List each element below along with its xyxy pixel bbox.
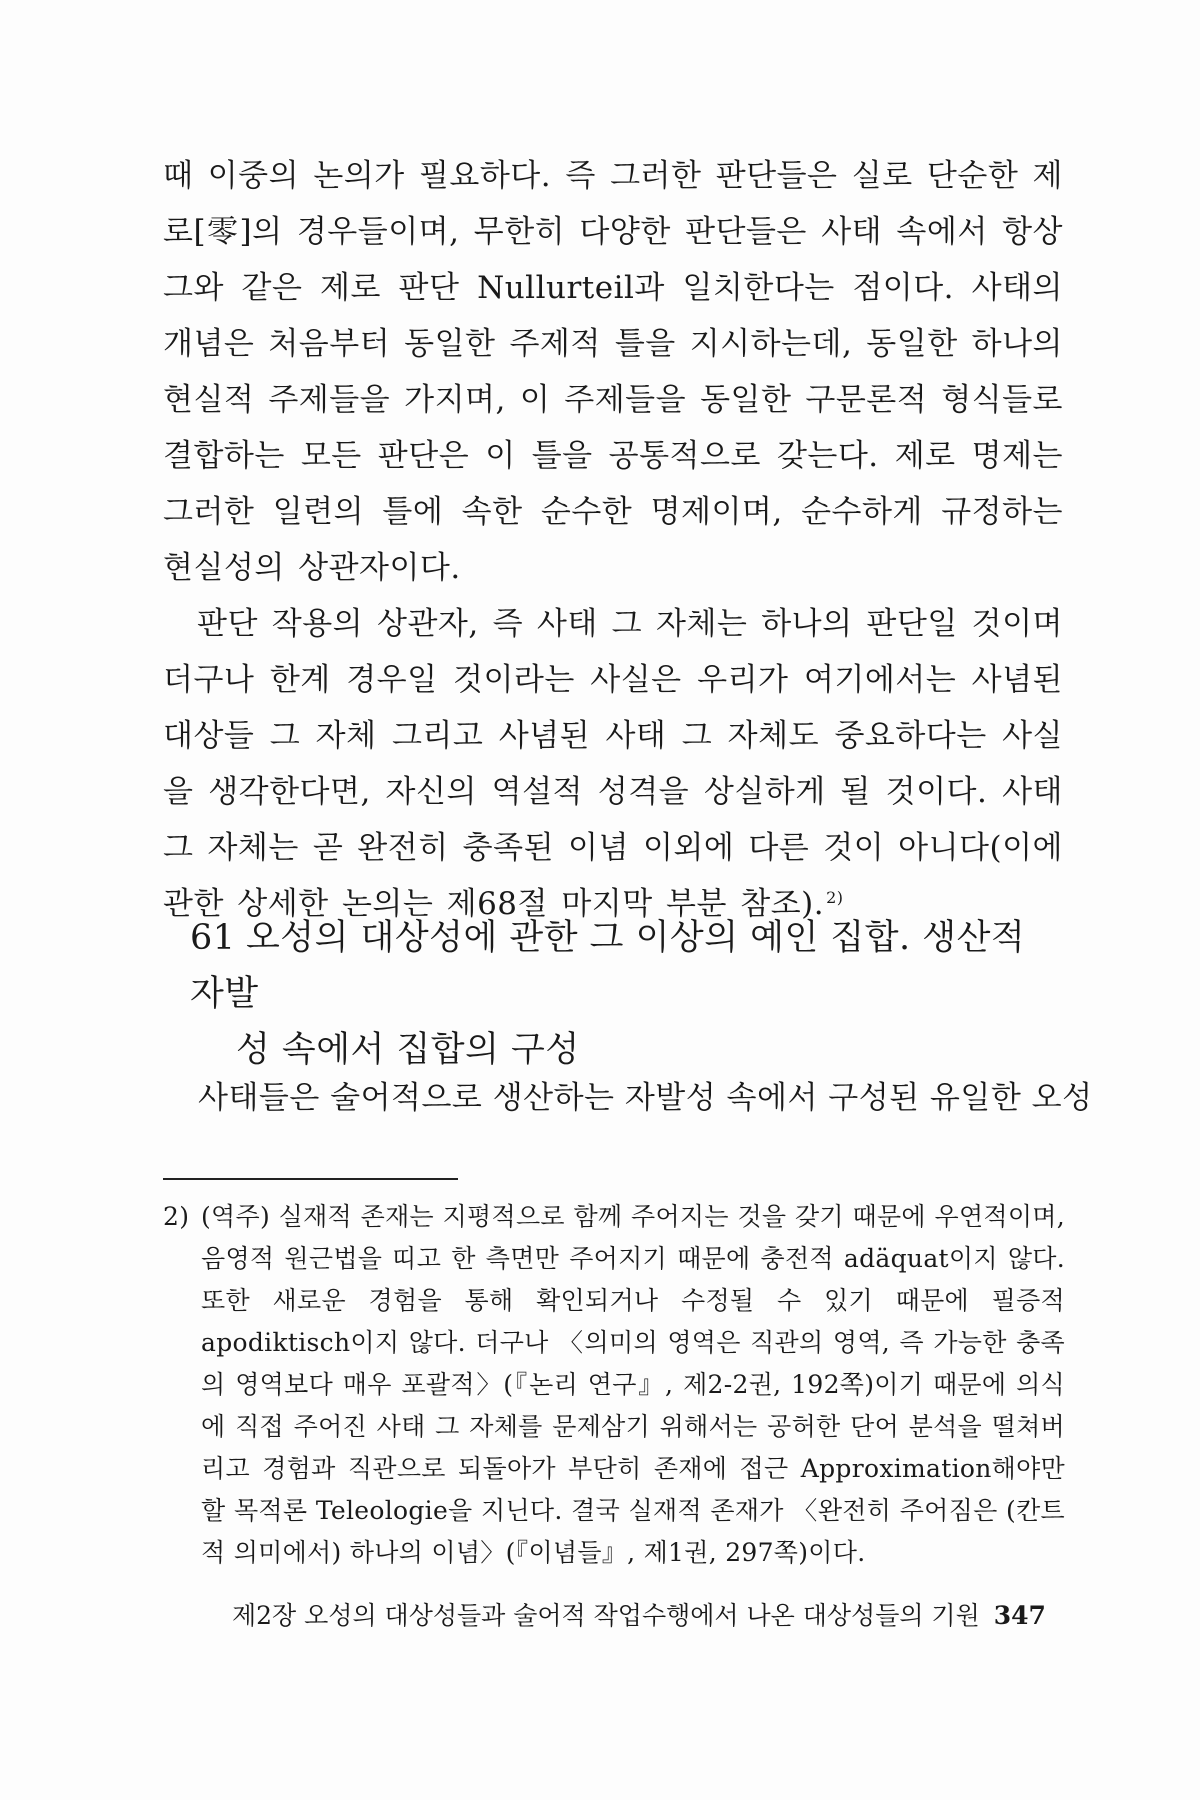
section-heading-line-1 bbox=[190, 910, 1050, 1022]
footer-chapter-title: 제2장 오성의 대상성들과 술어적 작업수행에서 나온 대상성들의 기원 bbox=[232, 1601, 980, 1630]
section-heading bbox=[190, 910, 1050, 1078]
footnote-label: 2) bbox=[163, 1202, 190, 1231]
body-text bbox=[163, 148, 1063, 932]
section-title-line-1: 오성의 대상성에 관한 그 이상의 예인 집합. 생산적 자발 bbox=[190, 918, 1026, 1014]
footnote-reference: 2) bbox=[826, 887, 844, 907]
footnote bbox=[163, 1196, 1065, 1574]
body-paragraph-1: 때 이중의 논의가 필요하다. 즉 그러한 판단들은 실로 단순한 제로[零]의 경우들이며, 무한히 다양한 판단들은 사태 속에서 항상 그와 같은 제로 판단 Nullurteil과 일치한다는 점이다. 사태의 개념은 처음부터 동일한 주제적 틀을 지시하는데, 동일한 하나의 현실적 주제들을 가지며, 이 주제들을 동일한 구문론적 형식들로 결합하는 모든 판단은 이 틀을 공통적으로 갖는다. 제로 명제는 그러한 일련의 틀에 속한 순수한 명제이며, 순수하게 규정하는 현실성의 상관자이다. bbox=[163, 158, 1063, 586]
body-paragraph-2 bbox=[163, 596, 1063, 932]
section-title-line-2: 성 속에서 집합의 구성 bbox=[236, 1030, 580, 1070]
footnote-text: (역주) 실재적 존재는 지평적으로 함께 주어지는 것을 갖기 때문에 우연적이며, 음영적 원근법을 띠고 한 측면만 주어지기 때문에 충전적 adäquat이지 않다. 또한 새로운 경험을 통해 확인되거나 수정될 수 있기 때문에 필증적 apodiktisch이지 않다. 더구나 〈의미의 영역은 직관의 영역, 즉 가능한 충족의 영역보다 매우 포괄적〉(『논리 연구』, 제2-2권, 192쪽)이기 때문에 의식에 직접 주어진 사태 그 자체를 문제삼기 위해서는 공허한 단어 분석을 떨쳐버리고 경험과 직관으로 되돌아가 부단히 존재에 접근 Approximation해야만 할 목적론 Teleologie을 지닌다. 결국 실재적 존재가 〈완전히 주어짐은 (칸트적 의미에서) 하나의 이념〉(『이념들』, 제1권, 297쪽)이다. bbox=[201, 1202, 1065, 1567]
running-footer bbox=[232, 1596, 1062, 1636]
footnote-divider bbox=[163, 1178, 458, 1180]
section-first-line: 사태들은 술어적으로 생산하는 자발성 속에서 구성된 유일한 오성 bbox=[198, 1080, 1093, 1116]
section-number: 61 bbox=[190, 918, 236, 958]
body-paragraph-2-text: 판단 작용의 상관자, 즉 사태 그 자체는 하나의 판단일 것이며 더구나 한계 경우일 것이라는 사실은 우리가 여기에서는 사념된 대상들 그 자체 그리고 사념된 사태 그 자체도 중요하다는 사실을 생각한다면, 자신의 역설적 성격을 상실하게 될 것이다. 사태 그 자체는 곧 완전히 충족된 이념 이외에 다른 것이 아니다(이에 관한 상세한 논의는 제68절 마지막 부분 참조). bbox=[163, 606, 1063, 922]
page-number: 347 bbox=[993, 1601, 1046, 1630]
